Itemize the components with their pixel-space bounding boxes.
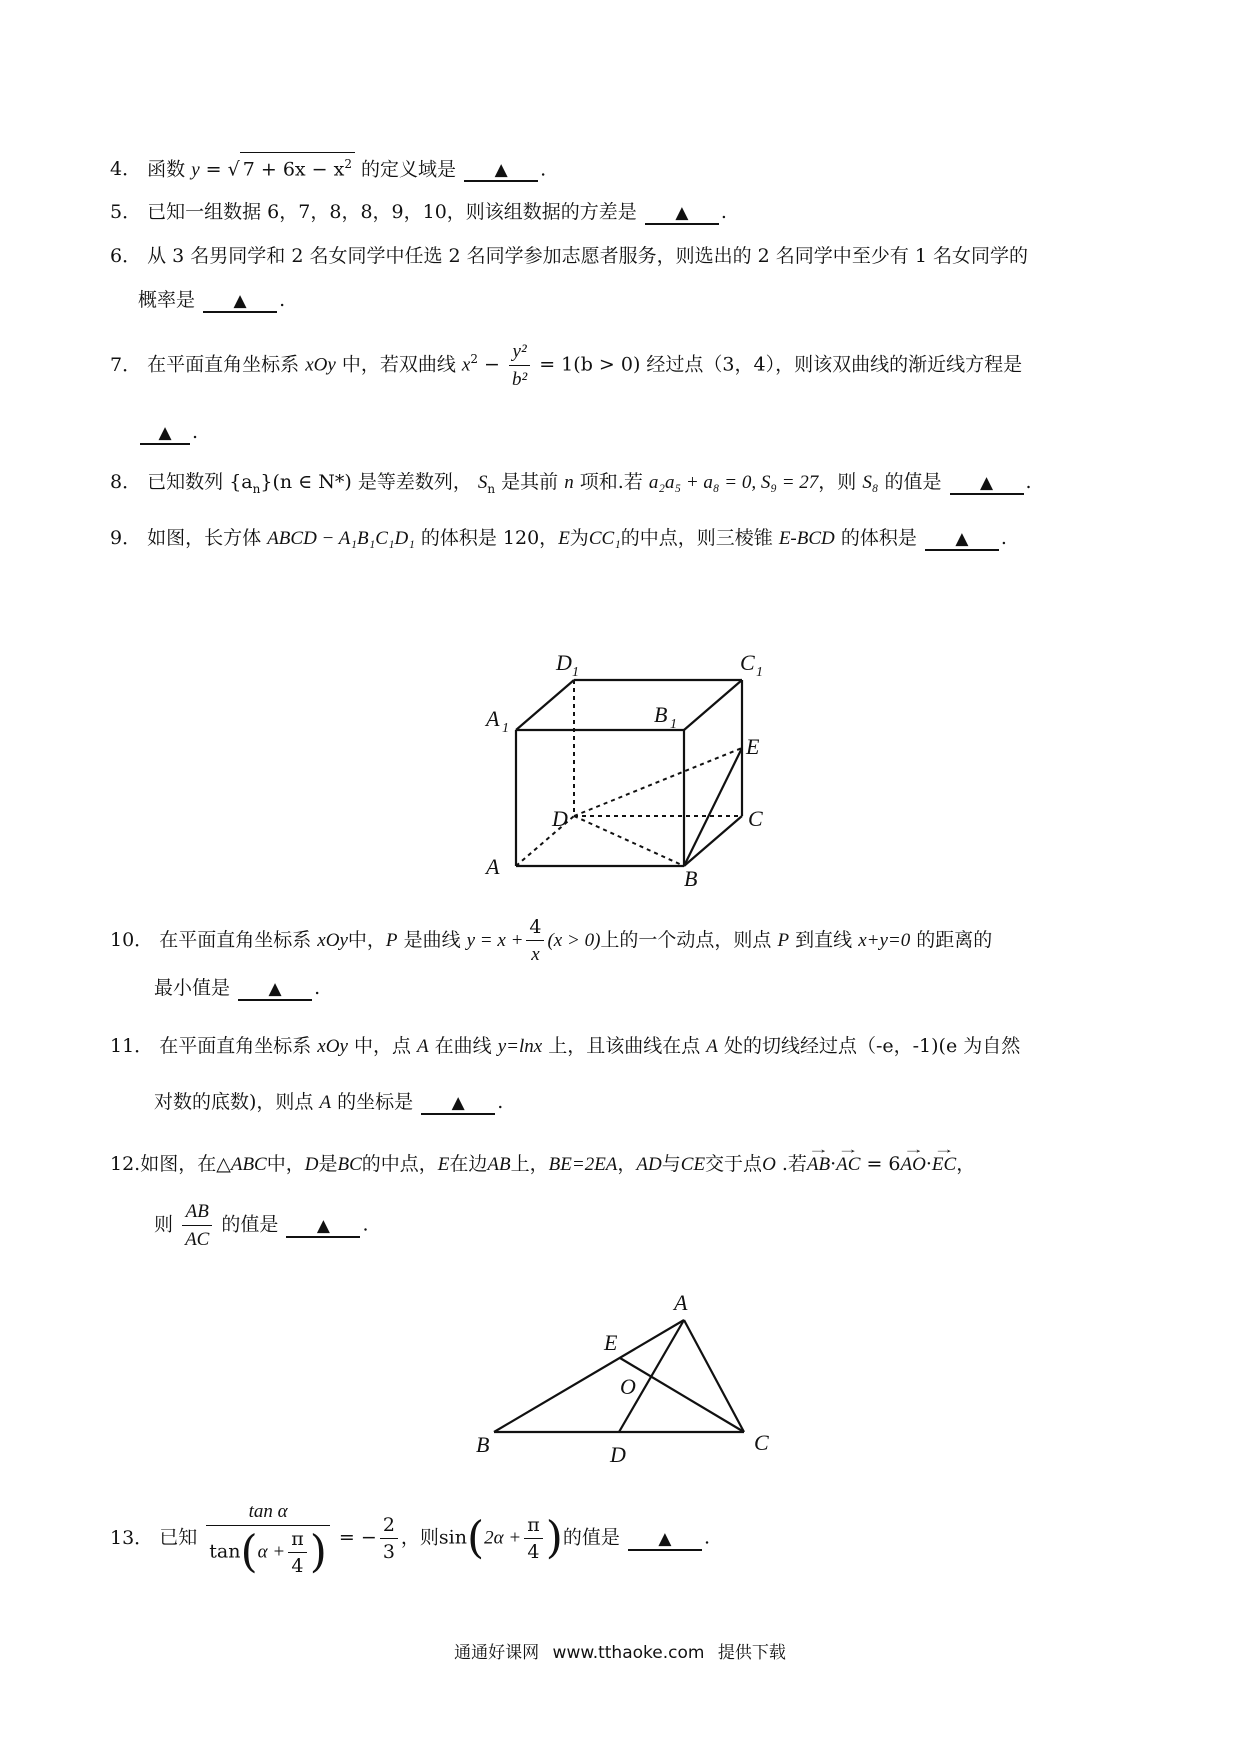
edge-DB-hidden <box>574 816 684 866</box>
question-text: ，则 <box>818 471 857 493</box>
math-expr: BE=2EA <box>548 1154 618 1175</box>
question-text: 的值是 <box>884 471 942 493</box>
label-C: C <box>748 806 763 831</box>
triangle-mark: ▲ <box>158 423 172 443</box>
denominator: x <box>531 944 540 965</box>
edge-DE-hidden <box>574 748 742 816</box>
math-expr: x+y=0 <box>858 930 911 951</box>
math-var: xOy <box>317 930 348 951</box>
label-E: E <box>746 734 760 759</box>
denominator-func: tan <box>209 1540 241 1563</box>
label-E: E <box>604 1330 618 1355</box>
fraction <box>206 1498 330 1579</box>
radicand <box>240 152 355 180</box>
question-7 <box>110 338 1022 393</box>
paren-close: ) <box>309 1526 327 1578</box>
question-text: 的体积是 <box>840 527 917 549</box>
question-text: 是 <box>318 1153 338 1175</box>
label-B1: B <box>654 702 668 727</box>
question-text: 的值是 <box>562 1526 620 1549</box>
triangle-mark: ▲ <box>955 529 969 549</box>
denominator: AC <box>185 1229 210 1250</box>
question-text: 上的一个动点，则点 <box>600 929 772 951</box>
exponent: 2 <box>470 352 478 367</box>
footer-note: 提供下载 <box>717 1643 786 1663</box>
question-9 <box>110 524 1007 553</box>
triangle-figure <box>470 1280 790 1470</box>
radicand-text: 7 + 6x − x <box>242 158 345 181</box>
vector-AC: → AC <box>836 1151 860 1179</box>
fraction-2-3 <box>380 1512 398 1565</box>
label-C: C <box>754 1430 769 1455</box>
subscript: n <box>252 481 261 496</box>
question-text: 已知 <box>159 1526 198 1549</box>
question-text: 中， <box>347 929 386 951</box>
triangle-mark: ▲ <box>658 1528 672 1549</box>
math-expr: ABCD − A₁B₁C₁D₁ <box>267 528 415 549</box>
question-text: 对数的底数)，则点 <box>154 1091 314 1113</box>
label-B: B <box>476 1432 490 1457</box>
math-var: AB <box>487 1154 511 1175</box>
math-var: A <box>319 1092 332 1113</box>
vector-AB: → AB <box>807 1151 830 1179</box>
math-op: − <box>477 353 506 376</box>
math-var: P <box>385 930 398 951</box>
math-var: E <box>437 1154 450 1175</box>
label-A1-sub: 1 <box>502 721 509 736</box>
question-text: 在平面直角坐标系 <box>159 1035 312 1057</box>
question-number: 4． <box>110 158 142 181</box>
numerator: y² <box>512 341 527 362</box>
question-number: 11． <box>110 1035 154 1057</box>
vector-EC: → EC <box>932 1151 956 1179</box>
fraction <box>509 338 530 393</box>
triangle-mark: ▲ <box>316 1215 330 1236</box>
question-text: 中，若双曲线 <box>341 353 456 376</box>
question-text: 经过点（3，4），则该双曲线的渐近线方程是 <box>646 353 1023 376</box>
paren-open: ( <box>467 1512 485 1564</box>
side-AB <box>494 1320 684 1432</box>
fraction-pi-over-4 <box>524 1512 543 1565</box>
period: . <box>1000 527 1007 549</box>
answer-blank[interactable] <box>925 528 999 551</box>
exponent: 2 <box>344 157 352 171</box>
denominator-expr: α + <box>257 1541 286 1563</box>
fraction <box>182 1198 212 1253</box>
label-O: O <box>620 1374 636 1399</box>
question-text: 上，且该曲线在点 <box>548 1035 701 1057</box>
period: . <box>362 1213 369 1236</box>
math-var: y <box>191 159 200 181</box>
triangle-mark: ▲ <box>451 1093 465 1113</box>
fraction <box>526 914 544 968</box>
label-A: A <box>674 1290 688 1315</box>
label-A: A <box>486 854 500 879</box>
denominator: 4 <box>291 1555 304 1577</box>
math-var: S <box>477 472 488 493</box>
label-A1: A <box>486 706 500 731</box>
question-12 <box>110 1150 975 1179</box>
question-text: 的距离的 <box>916 929 993 951</box>
question-text: 如图，在△ <box>140 1153 231 1175</box>
denominator: b² <box>511 369 528 390</box>
math-expr: a₂a₅ + a₈ = 0, S₉ = 27 <box>648 472 819 493</box>
math-expr: }(n ∈ N*) <box>260 471 352 493</box>
period: . <box>1025 471 1032 493</box>
edge-A1D1 <box>516 680 574 730</box>
math-var: xOy <box>305 354 336 376</box>
label-D: D <box>552 806 568 831</box>
label-D1-sub: 1 <box>572 665 579 680</box>
question-text: 的坐标是 <box>337 1091 414 1113</box>
footer-site-name: 通通好课网 <box>454 1643 540 1663</box>
denominator: 3 <box>382 1541 395 1563</box>
question-number: 9． <box>110 527 142 549</box>
triangle-mark: ▲ <box>675 203 689 223</box>
question-text: ，则 <box>400 1526 439 1549</box>
question-text: 上， <box>510 1153 549 1175</box>
answer-blank[interactable] <box>464 159 538 182</box>
math-expr: = 1(b > 0) <box>533 353 641 376</box>
math-op: · <box>830 1153 837 1175</box>
footer-url[interactable]: www.tthaoke.com <box>552 1643 705 1663</box>
subscript: n <box>487 481 496 496</box>
numerator: 4 <box>526 914 544 941</box>
math-var: CE <box>680 1154 706 1175</box>
answer-blank[interactable] <box>628 1528 702 1551</box>
question-text: 概率是 <box>138 289 196 311</box>
math-expr: y=lnx <box>497 1036 543 1057</box>
triangle-mark: ▲ <box>268 979 282 999</box>
triangle-mark: ▲ <box>233 291 247 311</box>
question-text: 到直线 <box>795 929 853 951</box>
answer-blank[interactable] <box>238 978 312 1001</box>
math-var: D <box>304 1154 319 1175</box>
math-var: A <box>417 1036 429 1057</box>
math-op: = <box>199 158 228 181</box>
answer-blank[interactable] <box>286 1215 360 1238</box>
numerator: 2 <box>380 1512 398 1539</box>
period: . <box>279 289 286 311</box>
period: . <box>314 977 321 999</box>
question-11 <box>110 1032 1020 1061</box>
cuboid-figure <box>470 640 810 900</box>
numerator: π <box>524 1512 543 1539</box>
denominator: 4 <box>527 1541 540 1563</box>
math-var: P <box>777 930 790 951</box>
vector-AO: → AO <box>901 1151 926 1179</box>
numerator: AB <box>185 1201 209 1222</box>
question-6-line-2 <box>138 286 285 314</box>
math-expr: 2α + <box>484 1527 522 1549</box>
math-var: S₈ <box>862 472 879 493</box>
numerator: tan α <box>248 1501 288 1522</box>
triangle-mark: ▲ <box>494 160 508 181</box>
math-var: n <box>564 472 574 493</box>
question-text: 与 <box>661 1153 681 1175</box>
math-var: xOy <box>317 1036 348 1057</box>
math-var: ABC <box>230 1154 267 1175</box>
math-expr: {a <box>229 471 253 493</box>
fraction-pi-over-4 <box>288 1526 307 1579</box>
question-number: 7． <box>110 353 142 376</box>
math-var: O <box>762 1154 776 1175</box>
question-text: 中，点 <box>353 1035 411 1057</box>
question-number: 10． <box>110 929 154 951</box>
label-B: B <box>684 866 698 891</box>
question-8 <box>110 468 1032 503</box>
math-op: = − <box>332 1526 377 1549</box>
math-var: AD <box>636 1154 662 1175</box>
math-var: x <box>461 354 471 376</box>
math-var: A <box>706 1036 718 1057</box>
edge-BE <box>684 748 742 866</box>
math-expr: y = x + <box>466 930 524 951</box>
question-text: 的值是 <box>221 1213 279 1236</box>
question-4: 4． 函数 y = √ $7 + 6x - x^2$ 的定义域是 ▲ . <box>110 152 546 184</box>
question-text: 的中点， <box>361 1153 438 1175</box>
page-footer <box>0 1638 1240 1663</box>
question-number: 6． <box>110 245 142 267</box>
question-text: 已知一组数据 6，7，8，8，9，10，则该组数据的方差是 <box>147 201 637 223</box>
math-op: · <box>925 1153 932 1175</box>
question-text: 中， <box>266 1153 305 1175</box>
edge-B1C1 <box>684 680 742 730</box>
question-12-line-2 <box>154 1198 369 1253</box>
question-7-line-2 <box>138 418 198 446</box>
question-text: 已知数列 <box>147 471 224 493</box>
math-var: CC₁ <box>588 528 621 549</box>
question-5 <box>110 198 727 226</box>
question-10-line-2 <box>154 974 320 1002</box>
paren-open: ( <box>240 1526 258 1578</box>
question-text: ， <box>956 1153 976 1175</box>
math-func: sin <box>438 1526 467 1549</box>
question-number: 5． <box>110 201 142 223</box>
question-text: 的中点，则三棱锥 <box>620 527 773 549</box>
question-text: 交于点 <box>705 1153 763 1175</box>
question-text: 处的切线经过点（-e，-1)(e 为自然 <box>723 1035 1021 1057</box>
period: . <box>540 158 547 181</box>
answer-blank[interactable] <box>421 1092 495 1115</box>
question-6 <box>110 242 1028 270</box>
question-text: 是等差数列， <box>357 471 472 493</box>
answer-blank[interactable] <box>950 472 1024 495</box>
period: . <box>703 1526 710 1549</box>
label-D1: D <box>556 650 572 675</box>
question-13 <box>110 1498 710 1579</box>
math-var: E <box>558 528 570 549</box>
question-text: 则 <box>154 1213 174 1236</box>
paren-close: ) <box>545 1512 563 1564</box>
edge-BC <box>684 816 742 866</box>
answer-blank[interactable] <box>645 202 719 225</box>
question-10 <box>110 914 992 968</box>
question-number: 8． <box>110 471 142 493</box>
math-var: E-BCD <box>778 528 835 549</box>
question-text: 是曲线 <box>403 929 461 951</box>
question-text: 最小值是 <box>154 977 231 999</box>
question-text: 在边 <box>449 1153 488 1175</box>
question-text: 在曲线 <box>434 1035 492 1057</box>
question-number: 12. <box>110 1153 141 1175</box>
question-text: 的体积是 120， <box>420 527 559 549</box>
math-var: BC <box>337 1154 362 1175</box>
question-11-line-2 <box>154 1088 503 1117</box>
math-op: = 6 <box>860 1153 901 1175</box>
label-D: D <box>610 1442 626 1467</box>
question-text: 在平面直角坐标系 <box>159 929 312 951</box>
question-text: 为 <box>569 527 589 549</box>
answer-blank[interactable] <box>140 422 190 445</box>
triangle-mark: ▲ <box>980 473 994 493</box>
period: . <box>720 201 727 223</box>
numerator: π <box>288 1526 307 1553</box>
label-B1-sub: 1 <box>670 717 677 732</box>
question-text: 是其前 <box>501 471 559 493</box>
question-text: 从 3 名男同学和 2 名女同学中任选 2 名同学参加志愿者服务，则选出的 2 名同学中至少有 1 名女同学的 <box>147 245 1028 267</box>
answer-blank[interactable] <box>203 290 277 313</box>
question-text: 函数 <box>147 158 186 181</box>
question-text: 在平面直角坐标系 <box>147 353 300 376</box>
label-C1: C <box>740 650 755 675</box>
question-number: 13． <box>110 1526 154 1549</box>
question-text: 项和.若 <box>579 471 643 493</box>
question-text: .若 <box>775 1153 807 1175</box>
math-expr: (x > 0) <box>547 930 601 951</box>
period: . <box>497 1091 504 1113</box>
label-C1-sub: 1 <box>756 665 763 680</box>
question-text: 的定义域是 <box>361 158 457 181</box>
question-text: ， <box>617 1153 637 1175</box>
period: . <box>192 421 199 443</box>
question-text: 如图，长方体 <box>147 527 262 549</box>
